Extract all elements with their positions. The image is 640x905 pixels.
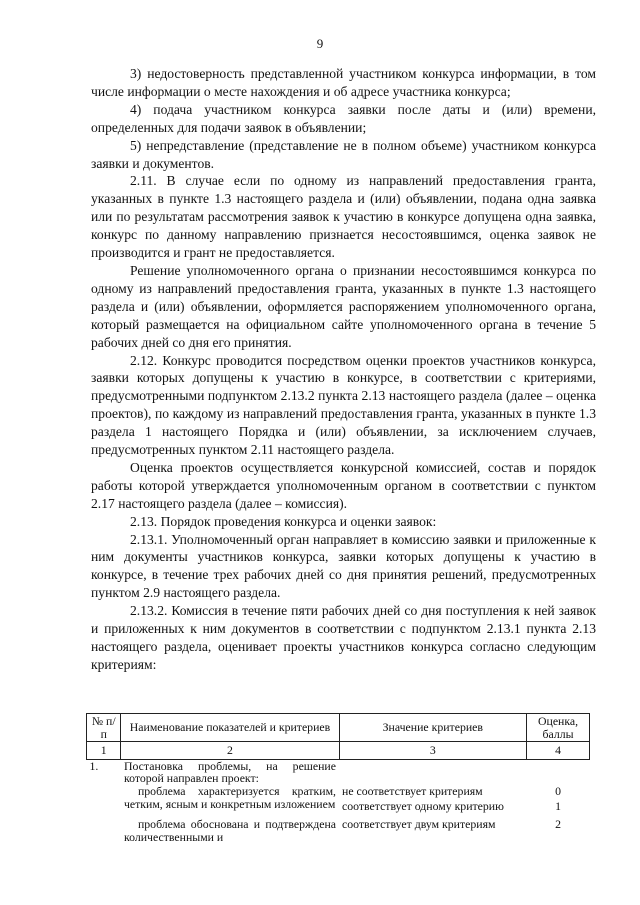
header-num: № п/п [87, 714, 121, 742]
empty-cell [87, 798, 121, 813]
document-body [91, 65, 596, 674]
paragraph: 2.13.2. Комиссия в течение пяти рабочих дней со дня поступления к ней заявок и приложенных к ним документов в соответствии с подпунктом 2.13.1 пункта 2.13 настоящего раздела, оценивает проекты участников конкурса согласно следующим критериям: [91, 603, 596, 672]
criterion-name [121, 812, 339, 843]
col-number: 1 [87, 742, 121, 760]
paragraph: 3) недостоверность представленной участником конкурса информации, в том числе информации о месте нахождения и об адресе участника конкурса; [91, 66, 596, 99]
empty-cell [339, 759, 527, 785]
empty-cell [87, 785, 121, 798]
page-number: 9 [316, 36, 324, 51]
paragraph: 2.11. В случае если по одному из направлений предоставления гранта, указанных в пункте 1.3 настоящего раздела и (или) объявлении, подана одна заявка или по результатам рассмотрения заявок к участию в конкурсе допущена одна заявка, конкурс по данному направлению признается несостоявшимся, оценка заявок не производится и грант не предоставляется. [91, 173, 596, 261]
empty-cell [87, 812, 121, 843]
col-number: 4 [527, 742, 590, 760]
criterion-score: 1 [555, 798, 561, 813]
paragraph: Оценка проектов осуществляется конкурсной комиссией, состав и порядок работы которой утверждается уполномоченным органом в соответствии с пунктом 2.17 настоящего раздела (далее – комиссия). [91, 459, 596, 511]
criterion-name [121, 785, 339, 812]
paragraph: 5) непредставление (представление не в полном объеме) участником конкурса заявки и документов. [91, 137, 596, 171]
criterion-value: не соответствует критериям [342, 783, 483, 798]
criterion-value: соответствует одному критерию [342, 798, 504, 813]
criteria-table [86, 713, 590, 843]
col-number: 2 [121, 742, 339, 760]
table-header-row [87, 714, 590, 742]
paragraph: 4) подача участником конкурса заявки после даты и (или) времени, определенных для подачи заявок в объявлении; [91, 101, 596, 135]
row-num: 1. [89, 758, 99, 773]
header-score: Оценка, баллы [527, 714, 590, 742]
header-name: Наименование показателей и критериев [121, 714, 339, 742]
criterion-text: проблема характеризуется кратким, четким, ясным и конкретным изложением [123, 783, 336, 811]
paragraph: 2.13.1. Уполномоченный орган направляет в комиссию заявки и приложенные к ним документы участников конкурса, заявки которых допущены к участию в конкурсе, в течение трех рабочих дней со дня принятия решений, предусмотренных пунктом 2.9 настоящего раздела. [91, 531, 596, 601]
row-title: Постановка проблемы, на решение которой направлен проект: [123, 758, 336, 786]
table-row [87, 812, 590, 843]
col-number: 3 [339, 742, 527, 760]
criterion-score: 2 [555, 817, 561, 832]
criterion-text: проблема обоснована и подтверждена количественными и [123, 817, 336, 844]
table-row [87, 785, 590, 798]
table-row [87, 759, 590, 785]
column-number-row [87, 742, 590, 760]
header-value: Значение критериев [339, 714, 527, 742]
criterion-value: соответствует двум критериям [342, 817, 496, 832]
paragraph: Решение уполномоченного органа о признании несостоявшимся конкурса по одному из направлений предоставления гранта, указанных в пункте 1.3 настоящего раздела и (или) объявлении, оформляется распоряжением уполномоченного органа, который размещается на официальном сайте уполномоченного органа в течение 5 рабочих дней со дня его принятия. [91, 262, 596, 350]
paragraph: 2.13. Порядок проведения конкурса и оценки заявок: [130, 513, 437, 529]
criterion-score: 0 [555, 783, 561, 798]
paragraph: 2.12. Конкурс проводится посредством оценки проектов участников конкурса, заявки которых допущены к участию в конкурсе, в соответствии с критериями, предусмотренными подпунктом 2.13.2 пункта 2.13 настоящего раздела (далее – оценка проектов), по каждому из направлений предоставления гранта, указанных в пункте 1.3 раздела 1 настоящего Порядка и (или) объявлении, за исключением случаев, предусмотренных пунктом 2.11 настоящего раздела. [91, 352, 596, 458]
empty-cell [527, 759, 590, 785]
